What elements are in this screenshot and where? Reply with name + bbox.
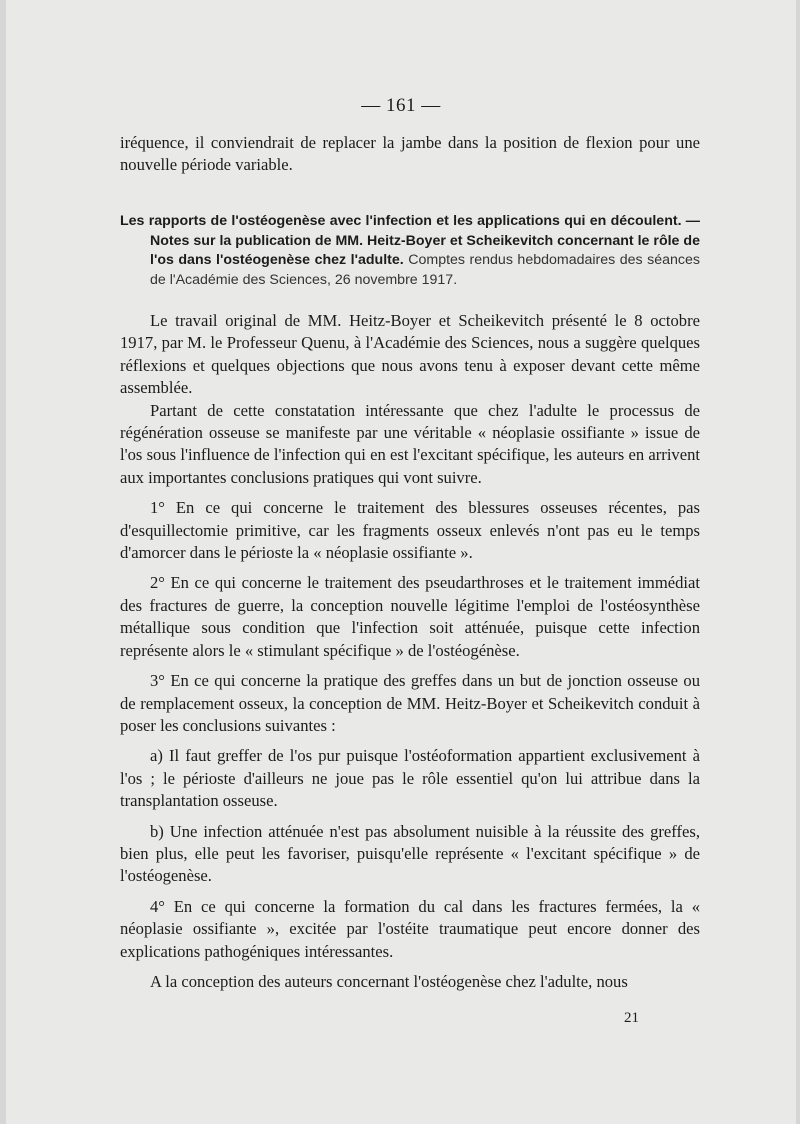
body-text bbox=[120, 310, 700, 993]
document-page bbox=[6, 0, 796, 1124]
paragraph-point-1: 1° En ce qui concerne le traitement des blessures osseuses récentes, pas d'esquillectomie primitive, car les fragments osseux enlevés n'ont pas eu le temps d'amorcer dans le périoste la « néoplasie ossifiante ». bbox=[120, 498, 700, 563]
continuation-paragraph: iréquence, il conviendrait de replacer la jambe dans la position de flexion pour une nouvelle période variable. bbox=[120, 133, 700, 175]
paragraph-point-3b: b) Une infection atténuée n'est pas absolument nuisible à la réussite des greffes, bien plus, elle peut les favoriser, puisqu'elle représente « l'excitant spécifique » de l'ostéogenèse. bbox=[120, 821, 700, 886]
bibliography-paragraph bbox=[120, 212, 700, 290]
paragraph-point-3: 3° En ce qui concerne la pratique des greffes dans un but de jonction osseuse ou de remplacement osseux, la conception de MM. Heitz-Boyer et Scheikevitch conduit à poser les conclusions suivantes : bbox=[120, 671, 700, 735]
paragraph-intro: Le travail original de MM. Heitz-Boyer et Scheikevitch présenté le 8 octobre 1917, par M. le Professeur Quenu, à l'Académie des Sciences, nous a suggère quelques réflexions et quelques objections que nous avons tenu à exposer devant cette même assemblée. bbox=[120, 311, 700, 398]
page-number: — 161 — bbox=[361, 95, 441, 116]
bibliography-entry bbox=[120, 212, 700, 290]
paragraph-constatation: Partant de cette constatation intéressante que chez l'adulte le processus de régénération osseuse se manifeste par une véritable « néoplasie ossifiante » issue de l'os sous l'influence de l'infection qui en est l'excitant spécifique, les auteurs en arrivent aux importantes conclusions pratiques qui vont suivre. bbox=[120, 400, 700, 487]
paragraph-point-4: 4° En ce qui concerne la formation du cal dans les fractures fermées, la « néoplasie ossifiante », excitée par l'ostéite traumatique peut encore donner des explications pathogéniques intéressantes. bbox=[120, 896, 700, 961]
continuation-block bbox=[120, 132, 700, 177]
bibliography-source: Comptes rendus hebdomadaires des séances de l'Académie des Sciences, 26 novembre 1917. bbox=[150, 252, 700, 288]
paragraph-point-2: 2° En ce qui concerne le traitement des pseudarthroses et le traitement immédiat des fractures de guerre, la conception nouvelle légitime l'emploi de l'ostéosynthèse métallique sous condition que l'infection soit atténuée, puisque cette infection représente alors le « stimulant spécifique » de l'ostéogénèse. bbox=[120, 573, 700, 660]
signature-mark: 21 bbox=[624, 1010, 639, 1026]
bibliography-heading: Les rapports de l'ostéogenèse avec l'infection et les applications qui en découlent. — Notes sur la publication de MM. Heitz-Boyer et Scheikevitch concernant le rôle de l'os dans l'ostéogenèse chez l'adulte. bbox=[120, 213, 700, 268]
paragraph-point-3a: a) Il faut greffer de l'os pur puisque l'ostéoformation appartient exclusivement à l'os ; le périoste d'ailleurs ne joue pas le rôle essentiel qu'on lui attribue dans la transplantation osseuse. bbox=[120, 746, 700, 811]
paragraph-conclusion-start: A la conception des auteurs concernant l'ostéogenèse chez l'adulte, nous bbox=[150, 971, 628, 991]
